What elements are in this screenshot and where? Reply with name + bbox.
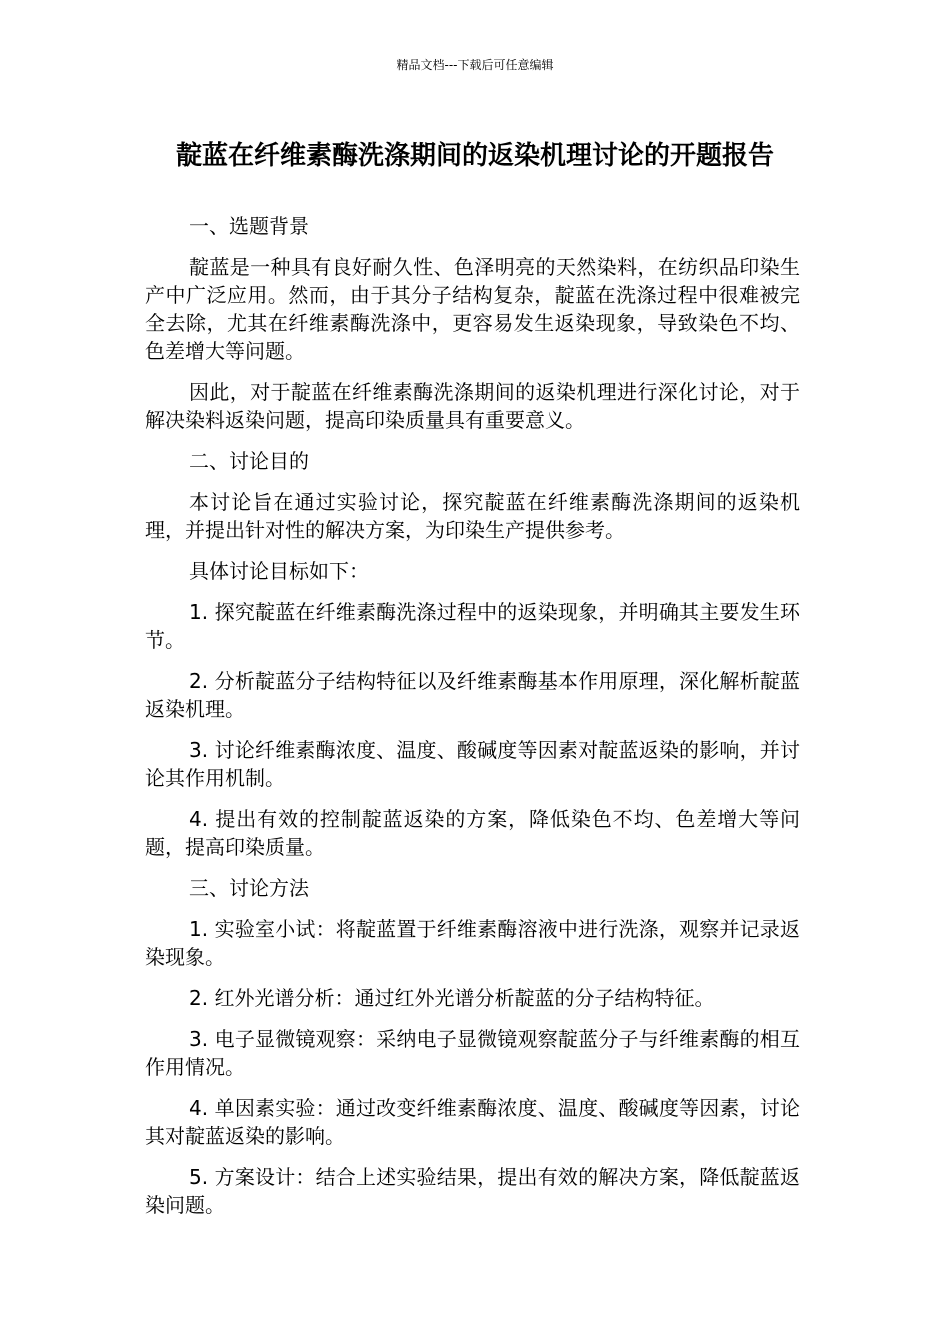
list-item: 3. 电子显微镜观察：采纳电子显微镜观察靛蓝分子与纤维素酶的相互作用情况。: [145, 1027, 800, 1079]
document-body: [145, 212, 800, 1232]
document-title: 靛蓝在纤维素酶洗涤期间的返染机理讨论的开题报告: [175, 141, 774, 171]
list-item: 1. 探究靛蓝在纤维素酶洗涤过程中的返染现象，并明确其主要发生环节。: [145, 600, 800, 652]
paragraph: 本讨论旨在通过实验讨论，探究靛蓝在纤维素酶洗涤期间的返染机理，并提出针对性的解决方案，为印染生产提供参考。: [145, 490, 800, 542]
paragraph: 靛蓝是一种具有良好耐久性、色泽明亮的天然染料，在纺织品印染生产中广泛应用。然而，由于其分子结构复杂，靛蓝在洗涤过程中很难被完全去除，尤其在纤维素酶洗涤中，更容易发生返染现象，导致染色不均、色差增大等问题。: [145, 255, 800, 363]
list-item: 3. 讨论纤维素酶浓度、温度、酸碱度等因素对靛蓝返染的影响，并讨论其作用机制。: [145, 738, 800, 790]
list-item: 4. 单因素实验：通过改变纤维素酶浓度、温度、酸碱度等因素，讨论其对靛蓝返染的影响。: [145, 1096, 800, 1148]
section-heading-method: 三、讨论方法: [189, 876, 309, 900]
list-item: 2. 分析靛蓝分子结构特征以及纤维素酶基本作用原理，深化解析靛蓝返染机理。: [145, 669, 800, 721]
list-item: 1. 实验室小试：将靛蓝置于纤维素酶溶液中进行洗涤，观察并记录返染现象。: [145, 917, 800, 969]
paragraph: 具体讨论目标如下：: [189, 559, 369, 583]
page-header: 精品文档---下载后可任意编辑: [396, 58, 554, 72]
list-item: 4. 提出有效的控制靛蓝返染的方案，降低染色不均、色差增大等问题，提高印染质量。: [145, 807, 800, 859]
section-heading-purpose: 二、讨论目的: [189, 449, 309, 473]
list-item: 2. 红外光谱分析：通过红外光谱分析靛蓝的分子结构特征。: [189, 986, 715, 1010]
paragraph: 因此，对于靛蓝在纤维素酶洗涤期间的返染机理进行深化讨论，对于解决染料返染问题，提高印染质量具有重要意义。: [145, 380, 800, 432]
section-heading-background: 一、选题背景: [189, 214, 309, 238]
list-item: 5. 方案设计：结合上述实验结果，提出有效的解决方案，降低靛蓝返染问题。: [145, 1165, 800, 1217]
